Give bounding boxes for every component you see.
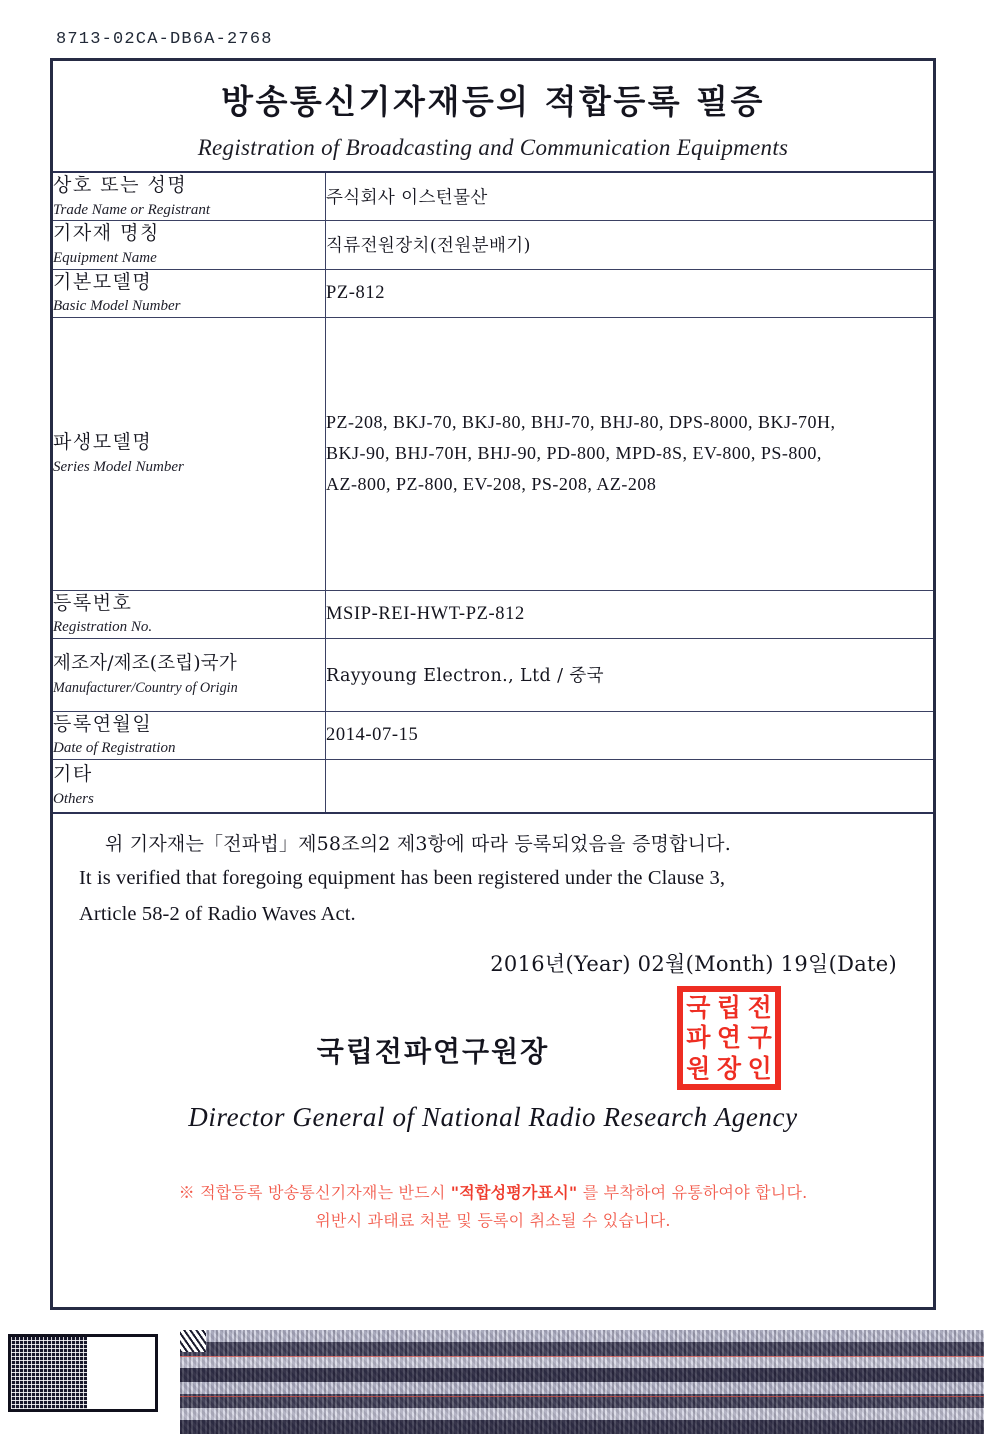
value-text: PZ-812 bbox=[326, 282, 386, 303]
notice-line-2: 위반시 과태료 처분 및 등록이 취소될 수 있습니다. bbox=[315, 1210, 671, 1230]
label-english: Trade Name or Registrant bbox=[53, 201, 211, 218]
notice-line-1 bbox=[79, 1179, 907, 1207]
row-value-others bbox=[326, 759, 934, 812]
scan-code-label: 8713-02CA-DB6A-2768 bbox=[56, 30, 273, 49]
seal-character: 원 bbox=[686, 1054, 711, 1084]
table-row bbox=[53, 172, 933, 221]
row-value-date-of-registration bbox=[326, 711, 934, 759]
seal-character: 장 bbox=[716, 1054, 742, 1084]
label-english: Others bbox=[53, 791, 94, 808]
seal-character: 국 bbox=[686, 992, 711, 1022]
row-label-basic-model bbox=[53, 269, 326, 317]
value-line: PZ-208, BKJ-70, BKJ-80, BHJ-70, BHJ-80, DPS-8000, BKJ-70H, bbox=[326, 412, 836, 433]
seal-character: 구 bbox=[747, 1023, 772, 1053]
seal-character: 립 bbox=[716, 992, 742, 1022]
scan-dither-marker bbox=[8, 1334, 158, 1412]
verification-statement bbox=[53, 812, 933, 1235]
row-label-trade-name bbox=[53, 172, 326, 221]
scan-red-line bbox=[180, 1356, 984, 1357]
row-label-equipment-name bbox=[53, 221, 326, 269]
row-value-trade-name bbox=[326, 172, 934, 221]
table-row bbox=[53, 317, 933, 590]
title-block bbox=[53, 61, 933, 171]
value-text: 직류전원장치(전원분배기) bbox=[326, 236, 531, 257]
row-label-manufacturer bbox=[53, 638, 326, 711]
label-english: Manufacturer/Country of Origin bbox=[53, 680, 238, 697]
label-korean: 기본모델명 bbox=[53, 270, 153, 293]
table-row bbox=[53, 711, 933, 759]
label-korean: 제조자/제조(조립)국가 bbox=[53, 653, 237, 675]
label-english: Series Model Number bbox=[53, 458, 184, 475]
table-row bbox=[53, 759, 933, 812]
seal-character: 인 bbox=[747, 1054, 772, 1084]
notice-emphasis: "적합성평가표시" bbox=[450, 1182, 578, 1202]
label-korean: 상호 또는 성명 bbox=[53, 174, 188, 197]
certificate-frame bbox=[50, 58, 936, 1310]
label-korean: 등록연월일 bbox=[53, 712, 153, 735]
label-english: Registration No. bbox=[53, 619, 153, 636]
seal-character: 파 bbox=[686, 1023, 711, 1053]
official-seal-stamp bbox=[677, 986, 781, 1090]
table-row bbox=[53, 638, 933, 711]
row-value-registration-no bbox=[326, 590, 934, 638]
row-value-series-model bbox=[326, 317, 934, 590]
signature-english: Director General of National Radio Research Agency bbox=[188, 1101, 798, 1132]
signature-row bbox=[79, 992, 907, 1100]
label-korean: 기타 bbox=[53, 763, 93, 786]
value-line: BKJ-90, BHJ-70H, BHJ-90, PD-800, MPD-8S, EV-800, PS-800, bbox=[326, 443, 822, 464]
notice-prefix: ※ 적합등록 방송통신기자재는 반드시 bbox=[178, 1182, 451, 1202]
dither-fill bbox=[11, 1337, 87, 1409]
value-text: MSIP-REI-HWT-PZ-812 bbox=[326, 603, 525, 624]
label-english: Basic Model Number bbox=[53, 298, 181, 315]
statement-english-line2: Article 58-2 of Radio Waves Act. bbox=[79, 903, 356, 926]
scan-corner-artifact bbox=[180, 1330, 206, 1352]
page-title-korean: 방송통신기자재등의 적합등록 필증 bbox=[221, 82, 765, 121]
row-label-others bbox=[53, 759, 326, 812]
page-title-english: Registration of Broadcasting and Communication Equipments bbox=[197, 135, 789, 161]
label-korean: 파생모델명 bbox=[53, 431, 153, 454]
notice-suffix: 를 부착하여 유통하여야 합니다. bbox=[577, 1182, 808, 1202]
value-line: AZ-800, PZ-800, EV-208, PS-208, AZ-208 bbox=[326, 474, 657, 495]
row-label-series-model bbox=[53, 317, 326, 590]
row-label-registration-no bbox=[53, 590, 326, 638]
statement-korean: 위 기자재는「전파법」제58조의2 제3항에 따라 등록되었음을 증명합니다. bbox=[105, 832, 731, 855]
scan-noise-strip bbox=[180, 1330, 984, 1434]
value-text: 주식회사 이스턴물산 bbox=[326, 188, 488, 209]
table-row bbox=[53, 269, 933, 317]
table-row bbox=[53, 590, 933, 638]
label-english: Date of Registration bbox=[53, 740, 176, 757]
registration-details-table bbox=[53, 171, 933, 812]
label-english: Equipment Name bbox=[53, 250, 157, 267]
table-row bbox=[53, 221, 933, 269]
label-korean: 기자재 명칭 bbox=[53, 222, 160, 245]
row-value-equipment-name bbox=[326, 221, 934, 269]
row-value-manufacturer bbox=[326, 638, 934, 711]
seal-character: 연 bbox=[716, 1023, 742, 1053]
value-text: Rayyoung Electron., Ltd / 중국 bbox=[326, 666, 604, 687]
label-korean: 등록번호 bbox=[53, 591, 133, 614]
row-label-date-of-registration bbox=[53, 711, 326, 759]
compliance-notice bbox=[79, 1179, 907, 1235]
seal-character: 전 bbox=[747, 992, 772, 1022]
signature-korean: 국립전파연구원장 bbox=[316, 1034, 550, 1068]
issue-date: 2016년(Year) 02월(Month) 19일(Date) bbox=[490, 951, 897, 976]
value-text: 2014-07-15 bbox=[326, 724, 419, 745]
statement-english-line1: It is verified that foregoing equipment has been registered under the Clause 3, bbox=[79, 867, 726, 890]
scan-red-line bbox=[180, 1396, 984, 1397]
row-value-basic-model bbox=[326, 269, 934, 317]
